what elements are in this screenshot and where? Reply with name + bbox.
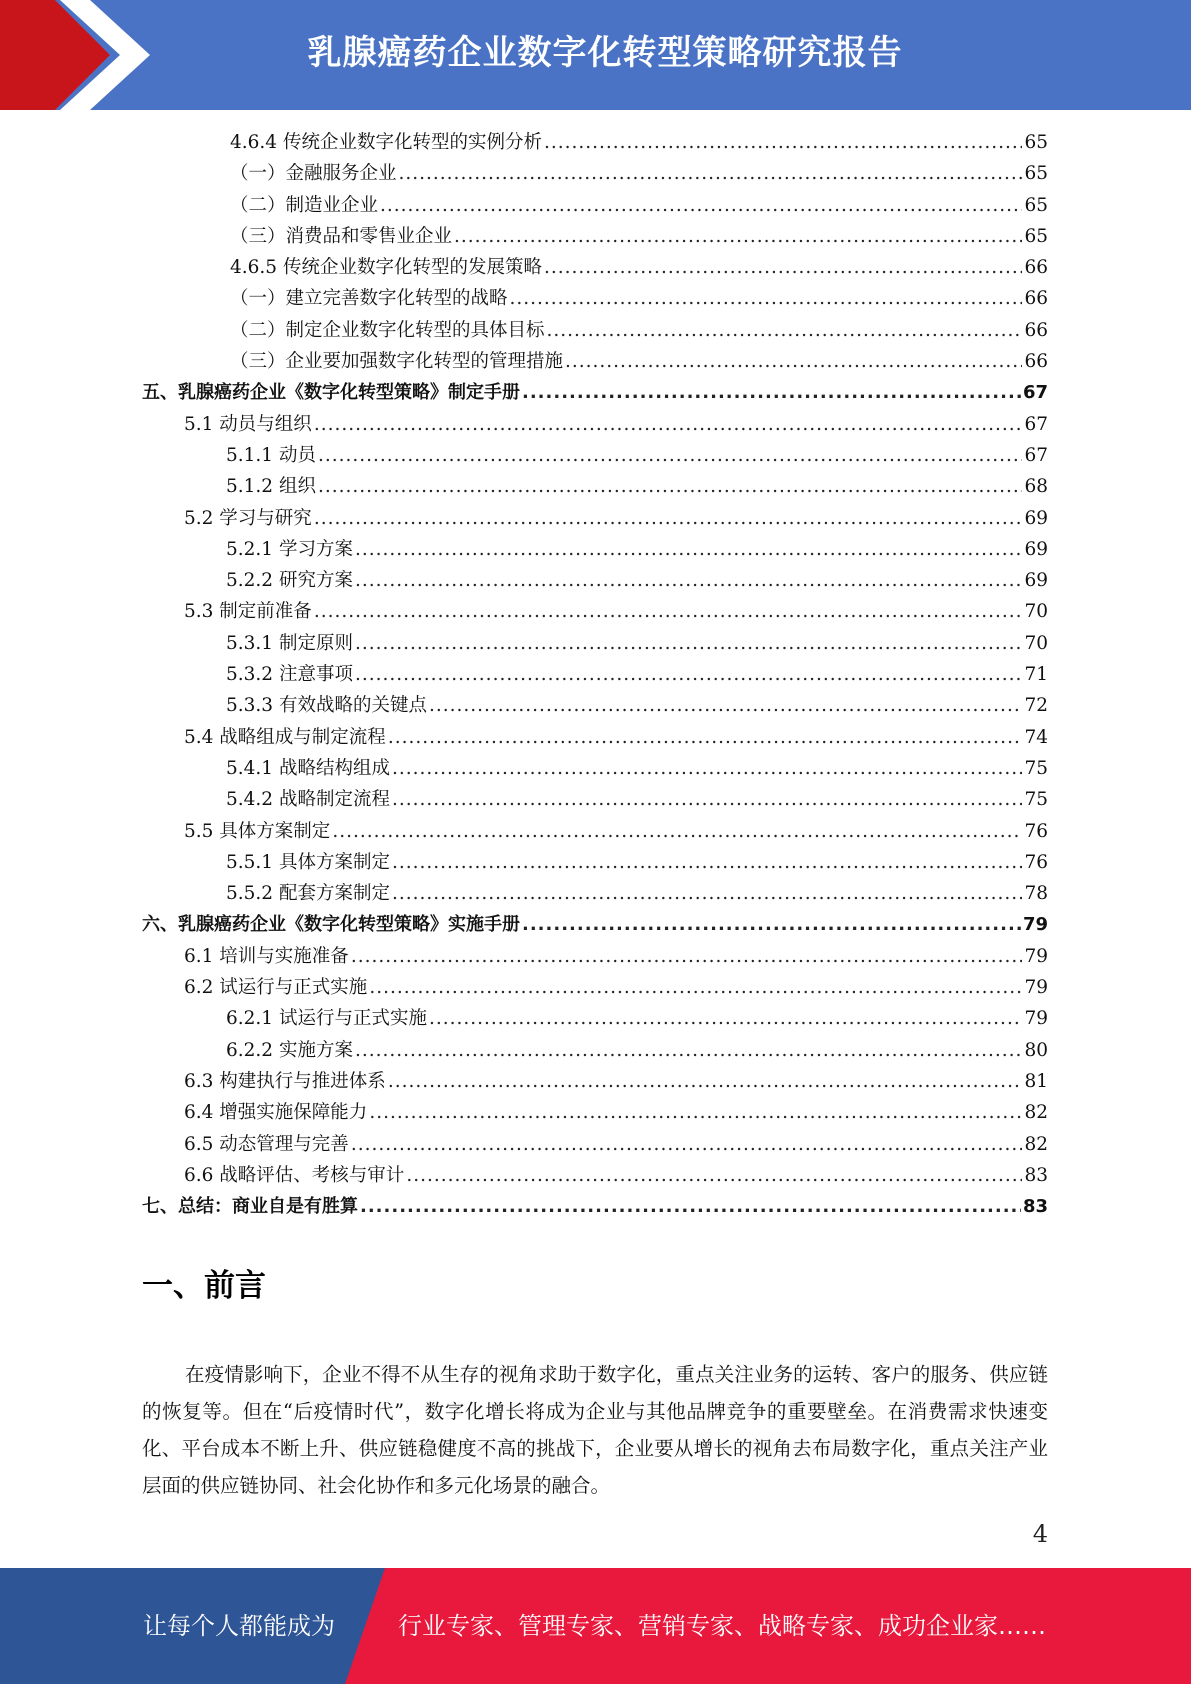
toc-entry-page: 79 (1024, 977, 1048, 999)
toc-dot-leader (510, 288, 1023, 309)
footer-slogan-left: 让每个人都能成为 (143, 1612, 335, 1640)
toc-entry-page: 75 (1024, 757, 1048, 779)
toc-entry-label: 4.6.5 传统企业数字化转型的发展策略 (230, 257, 542, 279)
toc-entry[interactable] (142, 253, 1048, 284)
toc-entry[interactable] (142, 504, 1048, 535)
toc-dot-leader (369, 1102, 1022, 1123)
toc-entry-page: 79 (1024, 1008, 1048, 1030)
toc-entry[interactable] (142, 566, 1048, 597)
toc-entry[interactable] (142, 1192, 1048, 1223)
toc-entry-label: 5.1.1 动员 (226, 444, 316, 466)
toc-entry-label: 5.2.2 研究方案 (226, 570, 353, 592)
toc-dot-leader (314, 601, 1023, 622)
toc-dot-leader (355, 633, 1023, 654)
toc-entry-page: 76 (1024, 851, 1048, 873)
toc-entry-page: 81 (1024, 1070, 1048, 1092)
toc-dot-leader (429, 695, 1022, 716)
toc-entry-label: 六、乳腺癌药企业《数字化转型策略》实施手册 (142, 914, 520, 936)
toc-entry-label: 5.2 学习与研究 (184, 507, 312, 529)
toc-dot-leader (355, 664, 1023, 685)
toc-entry-page: 82 (1024, 1102, 1048, 1124)
toc-dot-leader (388, 727, 1023, 748)
toc-entry-page: 76 (1024, 820, 1048, 842)
toc-entry-label: 5.5.2 配套方案制定 (226, 883, 390, 905)
toc-entry[interactable] (142, 785, 1048, 816)
toc-entry-label: （三）消费品和零售业企业 (230, 225, 453, 247)
toc-entry-page: 67 (1022, 382, 1048, 404)
header-arrow-decoration (0, 0, 160, 110)
toc-entry[interactable] (142, 378, 1048, 409)
toc-entry-page: 83 (1024, 1164, 1048, 1186)
toc-entry[interactable] (142, 754, 1048, 785)
toc-entry-page: 67 (1024, 413, 1048, 435)
toc-entry[interactable] (142, 222, 1048, 253)
table-of-contents (142, 128, 1048, 1223)
toc-entry-label: 5.3.1 制定原则 (226, 632, 353, 654)
toc-entry-label: 5.5 具体方案制定 (184, 820, 331, 842)
toc-entry[interactable] (142, 1130, 1048, 1161)
toc-dot-leader (351, 1134, 1023, 1155)
toc-entry-label: （一）金融服务企业 (230, 163, 397, 185)
toc-entry-page: 82 (1024, 1133, 1048, 1155)
toc-entry[interactable] (142, 1161, 1048, 1192)
toc-dot-leader (544, 257, 1022, 278)
toc-entry-label: 五、乳腺癌药企业《数字化转型策略》制定手册 (142, 382, 520, 404)
toc-dot-leader (351, 946, 1023, 967)
toc-entry-page: 66 (1024, 257, 1048, 279)
toc-dot-leader (314, 508, 1023, 529)
toc-entry[interactable] (142, 723, 1048, 754)
toc-entry[interactable] (142, 535, 1048, 566)
toc-entry-label: 6.5 动态管理与完善 (184, 1133, 349, 1155)
toc-entry[interactable] (142, 973, 1048, 1004)
footer-slogan-right: 行业专家、管理专家、营销专家、战略专家、成功企业家…… (398, 1612, 1046, 1640)
toc-entry[interactable] (142, 1067, 1048, 1098)
toc-dot-leader (544, 132, 1022, 153)
toc-entry-page: 71 (1024, 664, 1048, 686)
toc-entry-page: 75 (1024, 789, 1048, 811)
toc-entry-page: 66 (1024, 351, 1048, 373)
toc-entry-page: 78 (1024, 883, 1048, 905)
toc-entry-page: 67 (1024, 444, 1048, 466)
toc-entry[interactable] (142, 316, 1048, 347)
toc-entry[interactable] (142, 848, 1048, 879)
toc-entry-page: 83 (1022, 1196, 1048, 1218)
toc-dot-leader (547, 320, 1023, 341)
toc-entry[interactable] (142, 1004, 1048, 1035)
toc-entry-page: 66 (1024, 319, 1048, 341)
toc-entry[interactable] (142, 441, 1048, 472)
report-title: 乳腺癌药企业数字化转型策略研究报告 (307, 33, 903, 73)
toc-entry-page: 69 (1024, 570, 1048, 592)
toc-dot-leader (392, 758, 1022, 779)
toc-entry[interactable] (142, 879, 1048, 910)
toc-entry-label: 6.3 构建执行与推进体系 (184, 1070, 386, 1092)
toc-entry-label: 5.2.1 学习方案 (226, 538, 353, 560)
toc-dot-leader (399, 163, 1023, 184)
toc-entry[interactable] (142, 629, 1048, 660)
toc-entry-page: 79 (1024, 945, 1048, 967)
toc-entry-page: 65 (1024, 132, 1048, 153)
toc-entry[interactable] (142, 910, 1048, 941)
toc-dot-leader (314, 414, 1023, 435)
toc-entry-label: 5.3 制定前准备 (184, 601, 312, 623)
toc-dot-leader (360, 1196, 1021, 1217)
toc-entry[interactable] (142, 1036, 1048, 1067)
toc-entry[interactable] (142, 472, 1048, 503)
toc-dot-leader (429, 1008, 1022, 1029)
toc-entry[interactable] (142, 691, 1048, 722)
toc-dot-leader (388, 1071, 1023, 1092)
toc-dot-leader (318, 476, 1023, 497)
toc-dot-leader (565, 351, 1022, 372)
toc-entry-label: 5.3.3 有效战略的关键点 (226, 695, 427, 717)
toc-dot-leader (369, 977, 1022, 998)
toc-entry-label: （二）制定企业数字化转型的具体目标 (230, 319, 545, 341)
toc-entry[interactable] (142, 191, 1048, 222)
toc-entry[interactable] (142, 597, 1048, 628)
toc-entry-page: 65 (1024, 225, 1048, 247)
toc-entry-label: （三）企业要加强数字化转型的管理措施 (230, 351, 564, 373)
section-heading: 一、前言 (142, 1268, 266, 1304)
page-header (0, 0, 1191, 110)
toc-entry-label: 5.3.2 注意事项 (226, 664, 353, 686)
toc-entry-label: 5.1.2 组织 (226, 476, 316, 498)
toc-entry-page: 65 (1024, 163, 1048, 185)
toc-entry-label: 6.6 战略评估、考核与审计 (184, 1164, 405, 1186)
toc-entry[interactable] (142, 660, 1048, 691)
toc-entry-page: 69 (1024, 538, 1048, 560)
toc-entry-page: 72 (1024, 695, 1048, 717)
toc-entry[interactable] (142, 347, 1048, 378)
toc-entry[interactable] (142, 159, 1048, 190)
toc-entry-label: 5.4.1 战略结构组成 (226, 757, 390, 779)
toc-dot-leader (522, 914, 1021, 935)
toc-dot-leader (332, 821, 1022, 842)
toc-entry-label: 6.2 试运行与正式实施 (184, 977, 368, 999)
toc-entry-label: 4.6.4 传统企业数字化转型的实例分析 (230, 132, 542, 153)
page-number: 4 (1032, 1520, 1048, 1548)
toc-dot-leader (392, 883, 1022, 904)
toc-entry-label: 6.2.2 实施方案 (226, 1039, 353, 1061)
toc-entry[interactable] (142, 284, 1048, 315)
toc-entry-page: 79 (1022, 914, 1048, 936)
toc-entry-label: 6.2.1 试运行与正式实施 (226, 1008, 427, 1030)
toc-entry-label: 5.4 战略组成与制定流程 (184, 726, 386, 748)
toc-entry[interactable] (142, 817, 1048, 848)
section-paragraph: 在疫情影响下，企业不得不从生存的视角求助于数字化，重点关注业务的运转、客户的服务、供应链的恢复等。但在“后疫情时代”，数字化增长将成为企业与其他品牌竞争的重要壁垒。在消费需求快速变化、平台成本不断上升、供应链稳健度不高的挑战下，企业要从增长的视角去布局数字化，重点关注产业层面的供应链协同、社会化协作和多元化场景的融合。 (142, 1363, 1048, 1497)
toc-dot-leader (522, 382, 1021, 403)
toc-dot-leader (392, 789, 1022, 810)
toc-entry-page: 70 (1024, 632, 1048, 654)
toc-entry[interactable] (142, 942, 1048, 973)
toc-entry-label: 5.5.1 具体方案制定 (226, 851, 390, 873)
toc-entry-page: 65 (1024, 194, 1048, 216)
toc-dot-leader (355, 539, 1023, 560)
toc-entry-label: （二）制造业企业 (230, 194, 379, 216)
toc-dot-leader (318, 445, 1023, 466)
toc-entry-page: 80 (1024, 1039, 1048, 1061)
toc-entry-label: （一）建立完善数字化转型的战略 (230, 288, 508, 310)
toc-dot-leader (355, 570, 1023, 591)
toc-entry-label: 6.1 培训与实施准备 (184, 945, 349, 967)
page-footer (0, 1568, 1191, 1684)
toc-entry-label: 5.4.2 战略制定流程 (226, 789, 390, 811)
toc-dot-leader (392, 852, 1022, 873)
toc-entry-page: 70 (1024, 601, 1048, 623)
toc-entry-page: 74 (1024, 726, 1048, 748)
toc-dot-leader (380, 195, 1022, 216)
toc-dot-leader (454, 226, 1022, 247)
toc-entry-label: 5.1 动员与组织 (184, 413, 312, 435)
toc-entry-page: 69 (1024, 507, 1048, 529)
toc-entry[interactable] (142, 410, 1048, 441)
toc-entry-label: 6.4 增强实施保障能力 (184, 1102, 368, 1124)
toc-entry[interactable] (142, 1098, 1048, 1129)
toc-entry-page: 68 (1024, 476, 1048, 498)
toc-dot-leader (355, 1040, 1023, 1061)
toc-entry[interactable] (142, 128, 1048, 159)
toc-entry-page: 66 (1024, 288, 1048, 310)
toc-dot-leader (406, 1165, 1022, 1186)
toc-entry-label: 七、总结：商业自是有胜算 (142, 1196, 358, 1218)
